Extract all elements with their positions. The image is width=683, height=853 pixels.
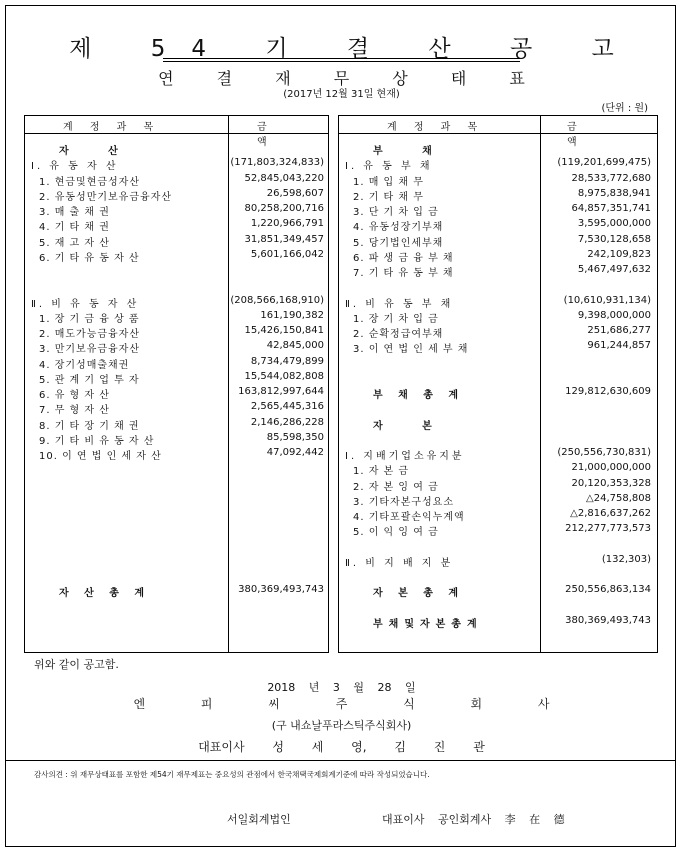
amount-value: 161,190,382 <box>260 309 324 321</box>
amount-value: 47,092,442 <box>266 447 324 458</box>
amount-value: △2,816,637,262 <box>570 508 651 519</box>
amount-value: 5,467,497,632 <box>577 264 651 275</box>
account-name: 4. 장기성매출채권 <box>39 359 130 371</box>
amount-value: 380,369,493,743 <box>565 614 651 626</box>
amount-value: 7,530,128,658 <box>577 233 651 245</box>
table-row <box>339 264 657 278</box>
table-row <box>339 371 657 385</box>
account-name: 4. 기타포괄손익누계액 <box>353 512 465 523</box>
table-row <box>339 539 657 553</box>
account-name: 10. 이 연 법 인 세 자 산 <box>39 451 162 462</box>
account-header: 계 정 과 목 <box>387 122 485 133</box>
table-row <box>25 325 328 339</box>
liabilities-table-header <box>339 116 657 148</box>
amount-value: 31,851,349,457 <box>244 233 324 245</box>
amount-value: 80,258,200,716 <box>244 203 324 214</box>
table-row <box>339 218 657 232</box>
table-row <box>25 203 328 217</box>
table-row <box>25 554 328 568</box>
table-row <box>339 493 657 507</box>
account-name: 1. 장 기 금 융 상 품 <box>39 313 140 325</box>
table-row <box>339 356 657 370</box>
account-name: 자 산 <box>59 146 136 157</box>
account-name: 3. 이 연 법 인 세 부 채 <box>353 344 469 356</box>
amount-value: 85,598,350 <box>266 431 324 443</box>
table-row <box>339 249 657 263</box>
table-row <box>339 462 657 476</box>
table-row <box>25 173 328 187</box>
amount-value: (171,803,324,833) <box>230 157 324 169</box>
account-name: Ⅱ. 비 유 동 자 산 <box>31 298 140 310</box>
amount-value: (208,566,168,910) <box>230 294 324 306</box>
account-name: 2. 순확정급여부채 <box>353 329 444 340</box>
statement-date: (2017년 12월 31일 현재) <box>283 89 400 100</box>
account-name: 6. 기 타 유 동 자 산 <box>39 252 140 264</box>
page-title: 제 54 기 결 산 공 고 <box>69 36 640 62</box>
account-name: 자 본 총 계 <box>373 588 465 600</box>
table-row <box>339 340 657 354</box>
amount-value: (250,556,730,831) <box>557 447 651 458</box>
table-row <box>339 508 657 522</box>
table-row <box>339 188 657 202</box>
table-row <box>25 218 328 232</box>
table-row <box>339 401 657 415</box>
assets-table-header <box>25 116 328 148</box>
amount-value: 26,598,607 <box>266 187 324 199</box>
table-row <box>25 432 328 446</box>
account-name: Ⅱ. 비 유 동 부 채 <box>345 298 454 310</box>
account-name: 5. 당기법인세부채 <box>353 237 444 249</box>
auditor-representative: 대표이사 공인회계사 李 在 德 <box>382 813 565 826</box>
company-name: 엔 피 씨 주 식 회 사 <box>133 697 576 711</box>
amount-value: 961,244,857 <box>587 340 651 352</box>
table-row <box>25 310 328 324</box>
account-name: 5. 재 고 자 산 <box>39 237 110 249</box>
account-name: 부 채 총 계 <box>373 390 465 401</box>
table-row <box>339 478 657 492</box>
account-name: 6. 유 형 자 산 <box>39 390 110 401</box>
table-row <box>25 569 328 583</box>
table-row <box>25 386 328 400</box>
table-row <box>339 142 657 156</box>
account-name: 1. 매 입 채 무 <box>353 176 424 188</box>
account-name: 3. 매 출 채 권 <box>39 207 110 218</box>
table-row <box>339 569 657 583</box>
account-name: 3. 만기보유금융자산 <box>39 344 140 356</box>
table-row <box>25 493 328 507</box>
notice-date: 2018 년 3 월 28 일 <box>267 681 416 694</box>
table-row <box>339 325 657 339</box>
amount-value: 251,686,277 <box>587 325 651 336</box>
table-row <box>25 234 328 248</box>
table-row <box>25 447 328 461</box>
table-row <box>339 173 657 187</box>
account-name: 4. 유동성장기부채 <box>353 222 444 234</box>
account-name: 2. 기 타 채 무 <box>353 191 424 203</box>
auditor-firm: 서일회계법인 <box>227 813 291 826</box>
amount-value: 42,845,000 <box>266 340 324 352</box>
account-name: 6. 파 생 금 융 부 채 <box>353 252 454 264</box>
table-row <box>339 554 657 568</box>
account-name: 3. 기타자본구성요소 <box>353 496 454 508</box>
table-row <box>25 264 328 278</box>
title-underline <box>163 58 520 59</box>
amount-value: 20,120,353,328 <box>571 477 651 489</box>
account-name: Ⅱ. 비 지 배 지 분 <box>345 557 454 569</box>
table-row <box>339 432 657 446</box>
account-name: Ⅰ. 유 동 자 산 <box>31 161 119 173</box>
table-row <box>25 371 328 385</box>
table-row <box>25 417 328 431</box>
table-row <box>339 600 657 614</box>
amount-value: 21,000,000,000 <box>571 462 651 474</box>
amount-value: 64,857,351,741 <box>571 203 651 214</box>
amount-value: (10,610,931,134) <box>563 294 651 306</box>
amount-value: 28,533,772,680 <box>571 172 651 184</box>
table-row <box>25 508 328 522</box>
table-row <box>339 203 657 217</box>
table-row <box>339 295 657 309</box>
amount-value: 15,426,150,841 <box>244 325 324 336</box>
table-row <box>339 615 657 629</box>
account-name: 1. 자 본 금 <box>353 466 410 478</box>
amount-value: 250,556,863,134 <box>565 584 651 596</box>
amount-header: 금 액 <box>567 122 621 148</box>
account-name: 2. 매도가능금융자산 <box>39 329 140 340</box>
amount-value: 8,975,838,941 <box>577 187 651 199</box>
account-name: 3. 단 기 차 입 금 <box>353 207 439 218</box>
table-row <box>339 447 657 461</box>
amount-value: 2,565,445,316 <box>250 401 324 413</box>
table-row <box>25 478 328 492</box>
table-row <box>25 279 328 293</box>
amount-value: 8,734,479,899 <box>250 355 324 367</box>
amount-value: (119,201,699,475) <box>557 157 651 169</box>
account-name: 2. 자 본 잉 여 금 <box>353 481 439 493</box>
footer-divider <box>5 760 676 761</box>
amount-value: 9,398,000,000 <box>577 309 651 321</box>
table-row <box>25 249 328 263</box>
table-row <box>25 340 328 354</box>
account-name: 자 산 총 계 <box>59 588 151 600</box>
assets-table <box>24 115 329 653</box>
amount-value: 52,845,043,220 <box>244 172 324 184</box>
account-name: 부채및자본총계 <box>373 618 483 630</box>
amount-value: 15,544,082,808 <box>244 370 324 382</box>
table-row <box>25 401 328 415</box>
account-name: 부 채 <box>373 146 450 157</box>
account-name: 자 본 <box>373 420 450 432</box>
amount-value: 242,109,823 <box>587 248 651 260</box>
amount-value: 1,220,966,791 <box>250 218 324 230</box>
table-row <box>25 157 328 171</box>
liabilities-equity-table <box>338 115 658 653</box>
account-name: 1. 장 기 차 입 금 <box>353 313 439 325</box>
representative: 대표이사 성 세 영, 김 진 관 <box>198 740 485 754</box>
amount-value: 212,277,773,573 <box>565 523 651 535</box>
amount-value: 129,812,630,609 <box>565 386 651 397</box>
amount-value: 163,812,997,644 <box>238 386 324 397</box>
account-name: 5. 관 계 기 업 투 자 <box>39 374 140 386</box>
account-name: 8. 기 타 장 기 채 권 <box>39 420 140 432</box>
account-name: Ⅰ. 유 동 부 채 <box>345 161 433 173</box>
table-row <box>25 142 328 156</box>
account-name: 1. 현금및현금성자산 <box>39 176 140 188</box>
table-row <box>339 157 657 171</box>
account-name: 4. 기 타 채 권 <box>39 222 110 234</box>
table-row <box>25 462 328 476</box>
table-row <box>25 539 328 553</box>
table-row <box>25 295 328 309</box>
account-name: 2. 유동성만기보유금융자산 <box>39 191 172 203</box>
table-row <box>339 310 657 324</box>
account-name: 7. 기 타 유 동 부 채 <box>353 268 454 279</box>
amount-value: 380,369,493,743 <box>238 584 324 596</box>
table-row <box>25 584 328 598</box>
amount-value: △24,758,808 <box>586 492 651 504</box>
account-name: 9. 기 타 비 유 동 자 산 <box>39 435 155 447</box>
account-name: 5. 이 익 잉 여 금 <box>353 527 439 539</box>
table-row <box>25 188 328 202</box>
table-row <box>339 584 657 598</box>
amount-header: 금 액 <box>257 122 305 148</box>
account-name: 7. 무 형 자 산 <box>39 405 110 417</box>
title-underline-second <box>163 61 520 62</box>
notice-text: 위와 같이 공고함. <box>34 658 119 671</box>
table-row <box>25 523 328 537</box>
amount-value: 2,146,286,228 <box>250 416 324 428</box>
table-row <box>339 417 657 431</box>
table-row <box>339 523 657 537</box>
table-row <box>339 279 657 293</box>
audit-opinion: 감사의견 : 위 재무상태표를 포함한 제54기 재무제표는 중요성의 관점에서 한국채택국제회계기준에 따라 작성되었습니다. <box>34 770 430 779</box>
amount-value: (132,303) <box>601 553 651 565</box>
account-name: Ⅰ. 지배기업소유지분 <box>345 451 465 462</box>
table-row <box>25 356 328 370</box>
table-row <box>339 234 657 248</box>
unit-label: (단위 : 원) <box>601 103 648 114</box>
amount-value: 5,601,166,042 <box>250 248 324 260</box>
former-company-name: (구 내쇼날푸라스틱주식회사) <box>271 719 412 732</box>
account-header: 계 정 과 목 <box>63 122 161 133</box>
table-row <box>339 386 657 400</box>
amount-value: 3,595,000,000 <box>577 218 651 230</box>
statement-title: 연 결 재 무 상 태 표 <box>158 69 544 88</box>
